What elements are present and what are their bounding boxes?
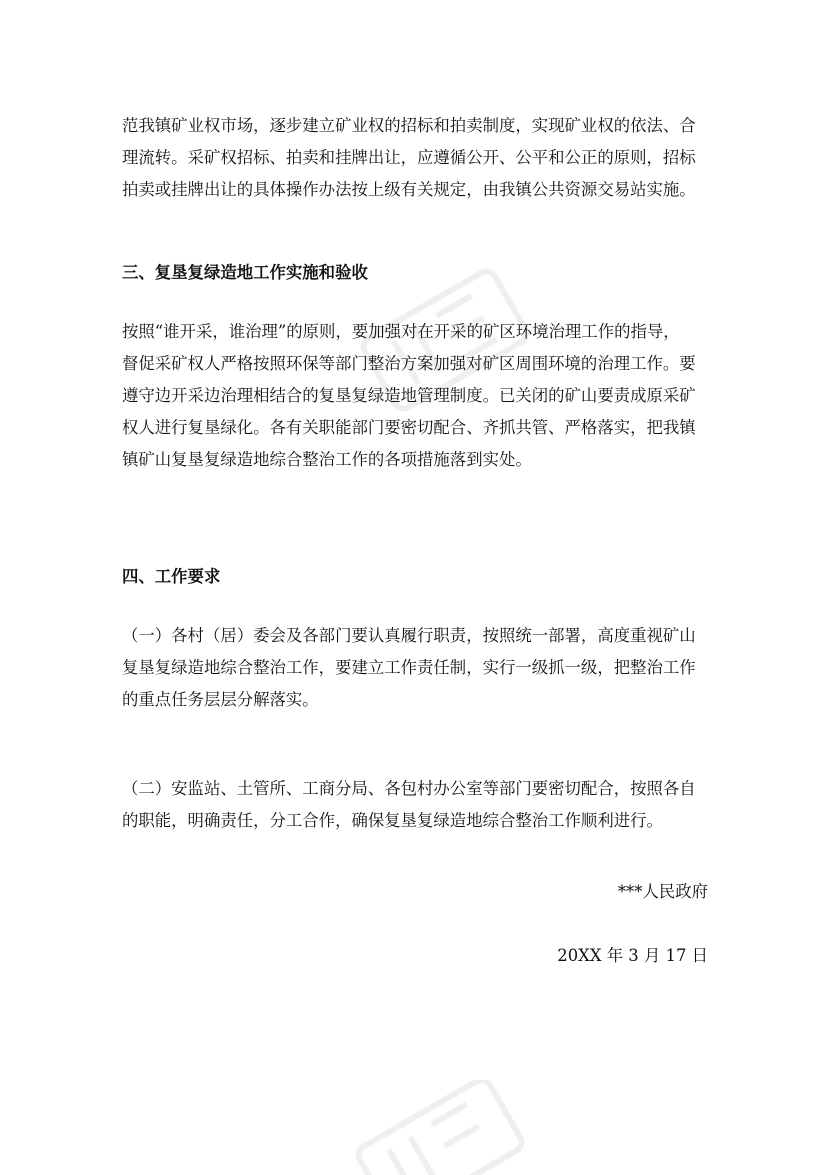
text-line: （二）安监站、土管所、工商分局、各包村办公室等部门要密切配合，按照各自	[122, 779, 696, 798]
section-heading-4: 四、工作要求	[122, 567, 221, 586]
text-line: 的职能，明确责任，分工合作，确保复垦复绿造地综合整治工作顺利进行。	[122, 811, 663, 830]
signature-issuer: ***人民政府	[617, 882, 708, 901]
text-line: 镇矿山复垦复绿造地综合整治工作的各项措施落到实处。	[122, 450, 532, 469]
paragraph-market	[122, 110, 696, 206]
text-line: 复垦复绿造地综合整治工作，要建立工作责任制，实行一级抓一级，把整治工作	[122, 658, 696, 677]
text-line: 按照“谁开采，谁治理”的原则，要加强对在开采的矿区环境治理工作的指导，	[122, 322, 680, 341]
text-line: （一）各村（居）委会及各部门要认真履行职责，按照统一部署，高度重视矿山	[122, 626, 696, 645]
text-line: 拍卖或挂牌出让的具体操作办法按上级有关规定，由我镇公共资源交易站实施。	[122, 180, 696, 199]
text-line: 遵守边开采边治理相结合的复垦复绿造地管理制度。已关闭的矿山要责成原采矿	[122, 386, 696, 405]
paragraph-requirement-2	[122, 773, 696, 837]
text-line: 理流转。采矿权招标、拍卖和挂牌出让，应遵循公开、公平和公正的原则，招标	[122, 148, 696, 167]
text-line: 的重点任务层层分解落实。	[122, 690, 319, 709]
text-line: 督促采矿权人严格按照环保等部门整治方案加强对矿区周围环境的治理工作。要	[122, 354, 696, 373]
paragraph-reclamation	[122, 316, 696, 476]
text-line: 权人进行复垦绿化。各有关职能部门要密切配合、齐抓共管、严格落实，把我镇	[122, 418, 696, 437]
signature-date: 20XX 年 3 月 17 日	[557, 946, 708, 965]
watermark-logo-bottom	[320, 1080, 550, 1175]
text-line: 范我镇矿业权市场，逐步建立矿业权的招标和拍卖制度，实现矿业权的依法、合	[122, 116, 696, 135]
paragraph-requirement-1	[122, 620, 696, 716]
section-heading-3: 三、复垦复绿造地工作实施和验收	[122, 263, 368, 282]
